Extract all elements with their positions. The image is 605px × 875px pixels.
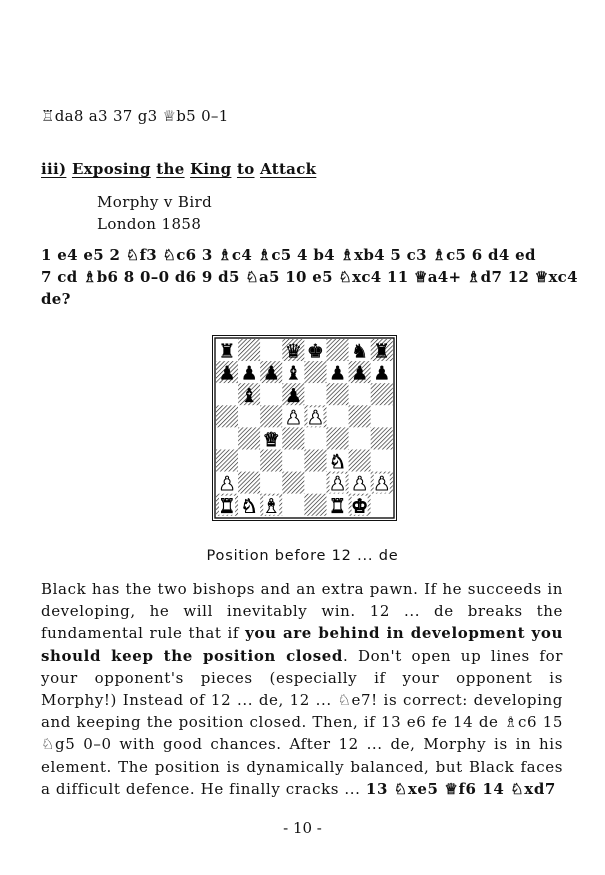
chess-diagram	[212, 335, 397, 521]
black-bishop-icon: ♝	[284, 362, 302, 385]
light-square	[371, 405, 393, 427]
dark-square	[238, 427, 260, 449]
white-pawn-icon: ♟	[373, 473, 391, 496]
white-pawn-icon: ♟	[329, 473, 347, 496]
white-queen-icon: ♛	[262, 429, 280, 451]
black-pawn-icon: ♟	[262, 362, 280, 385]
dark-square	[327, 427, 349, 449]
white-rook-icon: ♜	[218, 495, 236, 518]
black-pawn-icon: ♟	[351, 362, 369, 385]
dark-square	[304, 494, 326, 516]
light-square	[304, 472, 326, 494]
light-square	[327, 405, 349, 427]
dark-square	[371, 427, 393, 449]
light-square	[260, 383, 282, 405]
previous-game-moves: ♖da8 a3 37 g3 ♕b5 0–1	[41, 107, 229, 125]
light-square	[371, 494, 393, 516]
black-pawn-icon: ♟	[284, 384, 302, 407]
heading-word: King	[190, 160, 232, 178]
text-run: . Don't open up lines for your opponent's pieces (especially if your opponent is Morphy!) Instead of 12 ... de, 12 ... ♘e7! is correct: developing and keeping the position closed. Then, if 13 e6 fe 14 de ♗c6 15 ♘g5 0–0 with good chances. After 12 ... de, Morphy is in his element. The position is dynamically balanced, but Black faces a difficult defence. He finally cracks ...	[41, 646, 563, 798]
dark-square	[282, 472, 304, 494]
black-pawn-icon: ♟	[373, 362, 391, 385]
black-pawn-icon: ♟	[240, 362, 258, 385]
dark-square	[349, 405, 371, 427]
light-square	[349, 383, 371, 405]
game-players: Morphy v Bird	[97, 193, 213, 211]
light-square	[260, 339, 282, 361]
text-run-bold: you are behind in development you should keep the position closed	[41, 624, 563, 665]
game-place-year: London 1858	[97, 215, 202, 233]
commentary-paragraph	[41, 578, 563, 800]
white-pawn-icon: ♟	[351, 473, 369, 496]
light-square	[304, 427, 326, 449]
moves-line: 1 e4 e5 2 ♘f3 ♘c6 3 ♗c4 ♗c5 4 b4 ♗xb4 5 c3 ♗c5 6 d4 ed	[41, 246, 536, 264]
section-number: iii)	[41, 160, 67, 178]
black-rook-icon: ♜	[218, 340, 236, 363]
black-rook-icon: ♜	[373, 340, 391, 363]
white-knight-icon: ♞	[240, 495, 258, 518]
black-bishop-icon: ♝	[240, 384, 258, 407]
heading-word: Exposing	[71, 160, 151, 178]
text-run-bold: 13 ♘xe5 ♕f6 14 ♘xd7	[365, 779, 556, 798]
light-square	[304, 383, 326, 405]
white-king-icon: ♚	[351, 495, 369, 518]
light-square	[282, 494, 304, 516]
heading-word: the	[156, 160, 185, 178]
black-knight-icon: ♞	[351, 340, 369, 363]
dark-square	[327, 339, 349, 361]
white-pawn-icon: ♟	[284, 406, 302, 429]
diagram-caption: Position before 12 ... de	[206, 548, 399, 564]
black-pawn-icon: ♟	[218, 362, 236, 385]
heading-word: to	[236, 160, 255, 178]
dark-square	[260, 450, 282, 472]
white-pawn-icon: ♟	[218, 473, 236, 496]
light-square	[216, 383, 238, 405]
text-run: Black has the two bishops and an extra pawn. If he succeeds in developing, he will inevitably win. 12 ... de breaks the fundamental rule that if	[41, 580, 563, 643]
dark-square	[304, 450, 326, 472]
dark-square	[260, 405, 282, 427]
dark-square	[327, 383, 349, 405]
light-square	[216, 427, 238, 449]
dark-square	[216, 405, 238, 427]
dark-square	[371, 383, 393, 405]
light-square	[238, 450, 260, 472]
dark-square	[349, 450, 371, 472]
page-number: - 10 -	[283, 819, 322, 837]
light-square	[371, 450, 393, 472]
dark-square	[238, 339, 260, 361]
white-knight-icon: ♞	[329, 451, 347, 474]
heading-word: Attack	[260, 160, 317, 178]
white-bishop-icon: ♝	[262, 495, 280, 518]
light-square	[349, 427, 371, 449]
section-heading	[41, 160, 316, 178]
dark-square	[216, 450, 238, 472]
light-square	[282, 450, 304, 472]
light-square	[238, 405, 260, 427]
white-rook-icon: ♜	[329, 495, 347, 518]
dark-square	[282, 427, 304, 449]
dark-square	[238, 472, 260, 494]
light-square	[260, 472, 282, 494]
moves-line: de?	[41, 290, 71, 308]
black-king-icon: ♚	[306, 340, 324, 363]
moves-line: 7 cd ♗b6 8 0–0 d6 9 d5 ♘a5 10 e5 ♘xc4 11 ♕a4+ ♗d7 12 ♕xc4	[41, 268, 578, 286]
white-pawn-icon: ♟	[306, 406, 324, 429]
black-queen-icon: ♛	[284, 340, 302, 363]
dark-square	[304, 361, 326, 383]
black-pawn-icon: ♟	[329, 362, 347, 385]
